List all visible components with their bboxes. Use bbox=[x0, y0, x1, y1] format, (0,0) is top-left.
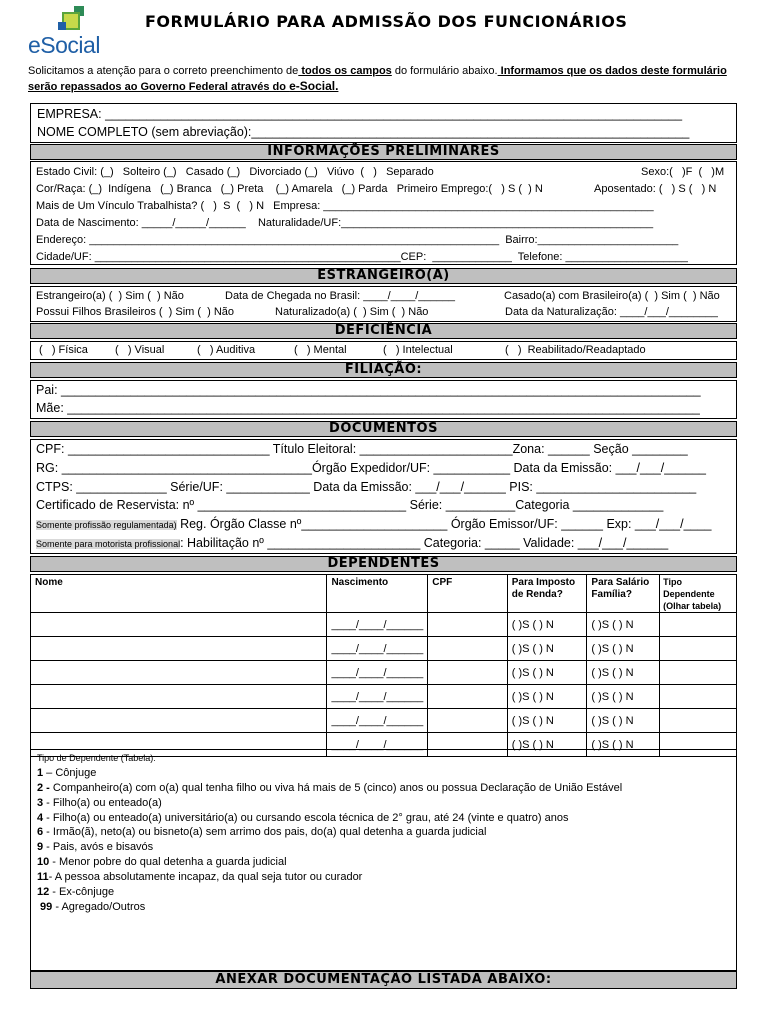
habilitacao-text: : Habilitação nº ______________________ Categoria: _____ Validade: ___/___/______ bbox=[180, 536, 669, 550]
dependentes-table bbox=[30, 574, 737, 757]
deficiencia-fisica-option[interactable]: ( ) Física bbox=[39, 344, 88, 356]
nome-cell[interactable] bbox=[31, 661, 327, 685]
section-header-anexar: ANEXAR DOCUMENTAÇÃO LISTADA ABAIXO: bbox=[30, 971, 737, 989]
habilitacao-row[interactable] bbox=[36, 536, 668, 552]
logo-square-icon bbox=[58, 22, 66, 30]
section-header-estrangeiro: ESTRANGEIRO(A) bbox=[30, 268, 737, 284]
salario-familia-cell[interactable]: ( )S ( ) N bbox=[587, 733, 660, 757]
nascimento-cell[interactable]: ____/____/______ bbox=[327, 733, 428, 757]
table-row bbox=[31, 685, 737, 709]
mae-field[interactable]: Mãe: ___________________________________________________________________________________________ bbox=[36, 401, 700, 415]
motorista-profissional-tag: Somente para motorista profissional bbox=[36, 539, 181, 549]
estado-civil-row[interactable]: Estado Civil: (_) Solteiro (_) Casado (_) Divorciado (_) Viúvo ( ) Separado bbox=[36, 166, 434, 178]
column-header-cpf: CPF bbox=[428, 575, 508, 613]
legend-item: 99 - Agregado/Outros bbox=[37, 901, 146, 913]
intro-paragraph bbox=[28, 64, 740, 95]
imposto-renda-cell[interactable]: ( )S ( ) N bbox=[507, 733, 587, 757]
legend-item: 12 - Ex-cônjuge bbox=[37, 886, 115, 898]
nascimento-row[interactable]: Data de Nascimento: _____/_____/______ Naturalidade/UF:___________________________________________________ bbox=[36, 217, 654, 229]
form-title: FORMULÁRIO PARA ADMISSÃO DOS FUNCIONÁRIOS bbox=[145, 12, 628, 31]
section-header-preliminares: INFORMAÇÕES PRELIMINARES bbox=[30, 144, 737, 160]
salario-familia-cell[interactable]: ( )S ( ) N bbox=[587, 709, 660, 733]
deficiencia-visual-option[interactable]: ( ) Visual bbox=[115, 344, 165, 356]
legend-item: 3 - Filho(a) ou enteado(a) bbox=[37, 797, 162, 809]
imposto-renda-cell[interactable]: ( )S ( ) N bbox=[507, 613, 587, 637]
cidade-row[interactable]: Cidade/UF: __________________________________________________CEP: _____________ Telefone: ____________________ bbox=[36, 251, 688, 263]
deficiencia-intelectual-option[interactable]: ( ) Intelectual bbox=[383, 344, 453, 356]
legend-item: 10 - Menor pobre do qual detenha a guarda judicial bbox=[37, 856, 287, 868]
tipo-dependente-cell[interactable] bbox=[660, 709, 737, 733]
nascimento-cell[interactable]: ____/____/______ bbox=[327, 637, 428, 661]
table-header-row bbox=[31, 575, 737, 613]
column-header-imposto-renda: Para Imposto de Renda? bbox=[507, 575, 587, 613]
table-row bbox=[31, 637, 737, 661]
nome-cell[interactable] bbox=[31, 709, 327, 733]
column-header-nascimento: Nascimento bbox=[327, 575, 428, 613]
legend-item: 9 - Pais, avós e bisavós bbox=[37, 841, 154, 853]
intro-text: do formulário abaixo. bbox=[391, 65, 498, 77]
imposto-renda-cell[interactable]: ( )S ( ) N bbox=[507, 637, 587, 661]
legend-item: 4 - Filho(a) ou enteado(a) universitário(a) ou cursando escola técnica de 2° grau, até 24 (vinte e quatro) anos bbox=[37, 812, 569, 824]
orgao-classe-text: Reg. Órgão Classe nº_____________________ Órgão Emissor/UF: ______ Exp: ___/___/____ bbox=[176, 517, 712, 531]
estrangeiro-box bbox=[30, 286, 737, 322]
profissao-regulamentada-tag: Somente profissão regulamentada) bbox=[36, 520, 177, 530]
logo-text: eSocial bbox=[28, 32, 100, 58]
nome-cell[interactable] bbox=[31, 613, 327, 637]
esocial-logo bbox=[28, 6, 120, 60]
documentos-box bbox=[30, 439, 737, 554]
tipo-dependente-cell[interactable] bbox=[660, 637, 737, 661]
filhos-brasileiros-field[interactable]: Possui Filhos Brasileiros ( ) Sim ( ) Não bbox=[36, 306, 235, 318]
column-header-nome: Nome bbox=[31, 575, 327, 613]
reservista-row[interactable]: Certificado de Reservista: nº ______________________________ Série: __________Categoria _____________ bbox=[36, 498, 664, 512]
imposto-renda-cell[interactable]: ( )S ( ) N bbox=[507, 661, 587, 685]
legend-item: 2 - Companheiro(a) com o(a) qual tenha filho ou viva há mais de 5 (cinco) anos ou possua Declaração de União Estável bbox=[37, 782, 623, 794]
column-header-tipo-dependente: Tipo Dependente (Olhar tabela) bbox=[660, 575, 737, 613]
aposentado-field[interactable]: Aposentado: ( ) S ( ) N bbox=[594, 183, 717, 195]
table-row bbox=[31, 613, 737, 637]
deficiencia-box bbox=[30, 341, 737, 360]
preliminares-box bbox=[30, 161, 737, 265]
endereco-row[interactable]: Endereço: ___________________________________________________________________ Bairro:_______________________ bbox=[36, 234, 679, 246]
legend-item: 11- A pessoa absolutamente incapaz, da qual seja tutor ou curador bbox=[37, 871, 363, 883]
cpf-cell[interactable] bbox=[428, 637, 508, 661]
section-header-filiacao: FILIAÇÃO: bbox=[30, 362, 737, 378]
deficiencia-auditiva-option[interactable]: ( ) Auditiva bbox=[197, 344, 256, 356]
filiacao-box bbox=[30, 380, 737, 419]
deficiencia-mental-option[interactable]: ( ) Mental bbox=[294, 344, 347, 356]
cpf-cell[interactable] bbox=[428, 685, 508, 709]
column-header-salario-familia: Para Salário Família? bbox=[587, 575, 660, 613]
empresa-field[interactable]: EMPRESA: ___________________________________________________________________________________ bbox=[37, 107, 683, 121]
sexo-field[interactable]: Sexo:( )F ( )M bbox=[641, 166, 725, 178]
tipo-dependente-cell[interactable] bbox=[660, 685, 737, 709]
casado-brasileiro-field[interactable]: Casado(a) com Brasileiro(a) ( ) Sim ( ) Não bbox=[504, 290, 720, 302]
salario-familia-cell[interactable]: ( )S ( ) N bbox=[587, 661, 660, 685]
estrangeiro-field[interactable]: Estrangeiro(a) ( ) Sim ( ) Não bbox=[36, 290, 184, 302]
table-row bbox=[31, 661, 737, 685]
cpf-cell[interactable] bbox=[428, 613, 508, 637]
imposto-renda-cell[interactable]: ( )S ( ) N bbox=[507, 685, 587, 709]
cpf-cell[interactable] bbox=[428, 661, 508, 685]
intro-notice: Informamos que os dados deste formulário serão repassados ao Governo Federal através do bbox=[28, 65, 727, 93]
imposto-renda-cell[interactable]: ( )S ( ) N bbox=[507, 709, 587, 733]
data-chegada-field[interactable]: Data de Chegada no Brasil: ____/____/______ bbox=[225, 290, 455, 302]
nome-cell[interactable] bbox=[31, 637, 327, 661]
legend-item: 6 - Irmão(ã), neto(a) ou bisneto(a) sem arrimo dos pais, do(a) qual detenha a guarda judicial bbox=[37, 826, 487, 838]
cpf-row[interactable]: CPF: _____________________________ Título Eleitoral: ______________________Zona: ______ Seção ________ bbox=[36, 442, 688, 456]
orgao-classe-row[interactable] bbox=[36, 517, 711, 533]
nascimento-cell[interactable]: ____/____/______ bbox=[327, 613, 428, 637]
data-naturalizacao-field[interactable]: Data da Naturalização: ____/___/________ bbox=[505, 306, 718, 318]
salario-familia-cell[interactable]: ( )S ( ) N bbox=[587, 637, 660, 661]
pai-field[interactable]: Pai: ____________________________________________________________________________________________ bbox=[36, 383, 701, 397]
legend-title: Tipo de Dependente (Tabela): bbox=[37, 753, 156, 763]
nascimento-cell[interactable]: ____/____/______ bbox=[327, 661, 428, 685]
reabilitado-option[interactable]: ( ) Reabilitado/Readaptado bbox=[505, 344, 646, 356]
ctps-row[interactable]: CTPS: _____________ Série/UF: ____________ Data da Emissão: ___/___/______ PIS: _______________________ bbox=[36, 480, 697, 494]
naturalizado-field[interactable]: Naturalizado(a) ( ) Sim ( ) Não bbox=[275, 306, 429, 318]
section-header-documentos: DOCUMENTOS bbox=[30, 421, 737, 437]
cpf-cell[interactable] bbox=[428, 709, 508, 733]
identification-box bbox=[30, 103, 737, 143]
vinculo-row[interactable]: Mais de Um Vínculo Trabalhista? ( ) S ( ) N Empresa: ______________________________________________________ bbox=[36, 200, 654, 212]
section-header-dependentes: DEPENDENTES bbox=[30, 556, 737, 572]
tipo-dependente-cell[interactable] bbox=[660, 613, 737, 637]
section-header-deficiencia: DEFICIÊNCIA bbox=[30, 323, 737, 339]
nome-completo-field[interactable]: NOME COMPLETO (sem abreviação):_______________________________________________________________ bbox=[37, 125, 690, 139]
nascimento-cell[interactable]: ____/____/______ bbox=[327, 685, 428, 709]
intro-text: Solicitamos a atenção para o correto preenchimento de bbox=[28, 65, 299, 77]
salario-familia-cell[interactable]: ( )S ( ) N bbox=[587, 613, 660, 637]
legend-item: 1 – Cônjuge bbox=[37, 767, 97, 779]
nome-cell[interactable] bbox=[31, 685, 327, 709]
intro-esocial: e-Social. bbox=[289, 79, 339, 93]
intro-emphasis: todos os campos bbox=[298, 65, 392, 77]
nascimento-cell[interactable]: ____/____/______ bbox=[327, 709, 428, 733]
tipo-dependente-cell[interactable] bbox=[660, 661, 737, 685]
dependent-type-legend bbox=[30, 749, 737, 971]
table-row bbox=[31, 709, 737, 733]
rg-row[interactable]: RG: ____________________________________Órgão Expedidor/UF: ___________ Data da Emissão: ___/___/______ bbox=[36, 461, 706, 475]
salario-familia-cell[interactable]: ( )S ( ) N bbox=[587, 685, 660, 709]
cor-raca-row[interactable]: Cor/Raça: (_) Indígena (_) Branca (_) Preta (_) Amarela (_) Parda Primeiro Emprego:( ) S ( ) N bbox=[36, 183, 543, 195]
